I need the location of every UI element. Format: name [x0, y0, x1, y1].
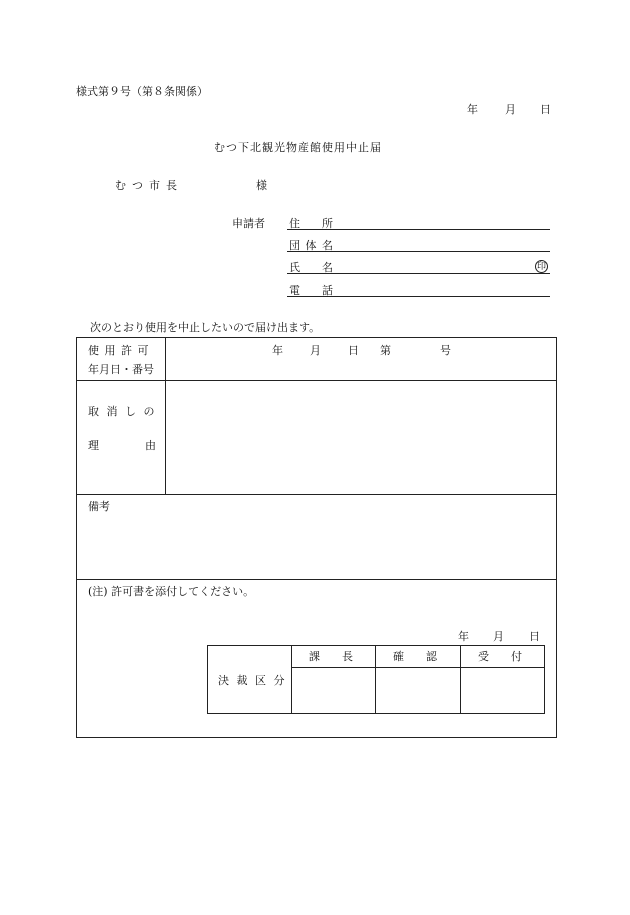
permit-year: 年: [272, 344, 283, 357]
header-date-year: 年: [467, 103, 478, 116]
remarks-input-area[interactable]: [77, 515, 556, 578]
reason-label-ri: 理: [88, 439, 99, 452]
applicant-label: 申請者: [232, 217, 265, 230]
reason-label-yu: 由: [145, 439, 156, 452]
header-date-month: 月: [505, 103, 516, 116]
permit-dai: 第: [380, 344, 391, 357]
applicant-name-label: 氏 名: [289, 261, 333, 274]
approval-cell-confirm[interactable]: [376, 668, 459, 713]
approval-col-reception: 受 付: [478, 650, 522, 663]
reason-label-line1: 取 消 し の: [88, 405, 157, 418]
note-text: (注) 許可書を添付してください。: [88, 585, 255, 598]
note-date-day: 日: [529, 630, 540, 643]
document-title: むつ下北観光物産館使用中止届: [214, 141, 382, 154]
applicant-group-label: 団 体 名: [289, 239, 334, 252]
reason-input-area[interactable]: [166, 381, 556, 493]
intro-text: 次のとおり使用を中止したいので届け出ます。: [90, 321, 321, 334]
approval-label: 決 裁 区 分: [218, 674, 287, 687]
approval-col-section-chief: 課 長: [309, 650, 353, 663]
remarks-label: 備考: [88, 500, 110, 513]
approval-col-confirm: 確 認: [393, 650, 437, 663]
applicant-name-line[interactable]: [287, 273, 550, 274]
note-date-year: 年: [458, 630, 469, 643]
applicant-phone-line[interactable]: [287, 296, 550, 297]
permit-month: 月: [310, 344, 321, 357]
approval-cell-reception[interactable]: [461, 668, 544, 713]
table-row-divider-2: [76, 494, 557, 495]
note-date-month: 月: [493, 630, 504, 643]
applicant-address-label: 住 所: [289, 217, 333, 230]
form-number: 様式第９号（第８条関係）: [76, 85, 208, 98]
applicant-group-line[interactable]: [287, 251, 550, 252]
applicant-phone-label: 電 話: [289, 284, 333, 297]
permit-label-line1: 使 用 許 可: [88, 344, 150, 357]
permit-go: 号: [440, 344, 451, 357]
approval-cell-section-chief[interactable]: [292, 668, 374, 713]
table-row-divider-3: [76, 579, 557, 580]
addressee-suffix: 様: [256, 179, 267, 192]
addressee-name: むつ市長: [115, 179, 183, 192]
seal-icon: 印: [536, 262, 546, 272]
header-date-day: 日: [540, 103, 551, 116]
permit-day: 日: [348, 344, 359, 357]
permit-label-line2: 年月日・番号: [88, 363, 154, 376]
applicant-address-line[interactable]: [287, 229, 550, 230]
